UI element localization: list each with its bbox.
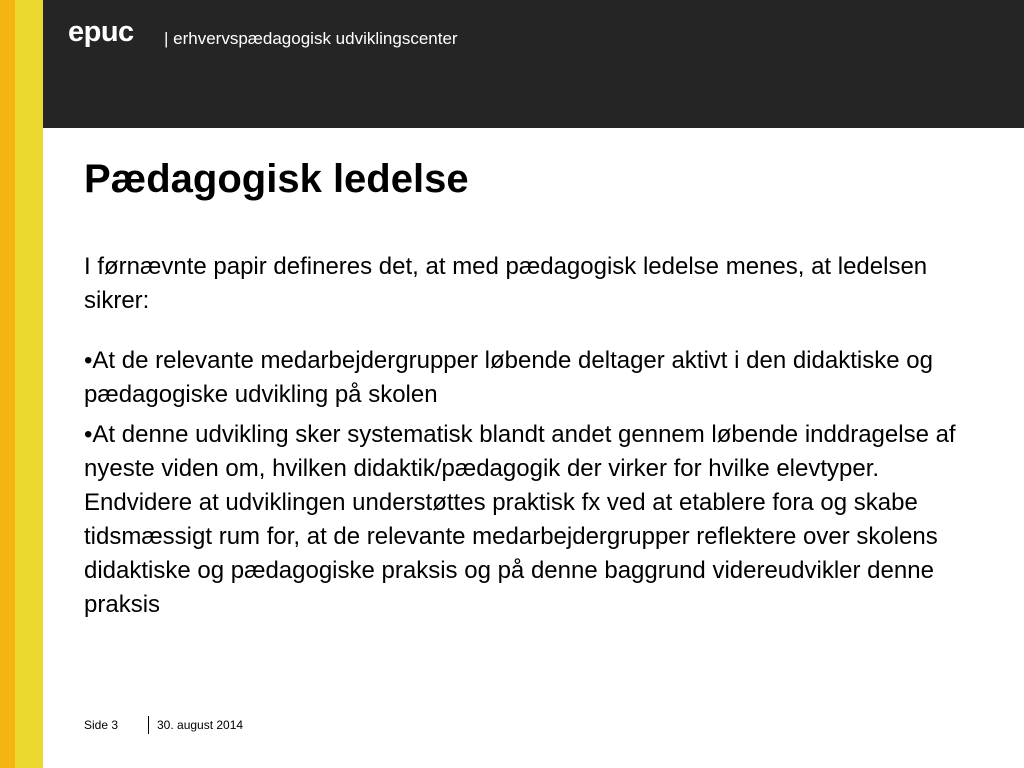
epuc-logo: epuc (68, 16, 134, 48)
header-tagline: | erhvervspædagogisk udviklingscenter (164, 29, 458, 48)
bullet-item-2: •At denne udvikling sker systematisk blandt andet gennem løbende inddragelse af nyeste viden om, hvilken didaktik/pædagogik der virker for hvilke elevtyper. Endvidere at udviklingen understøttes praktisk fx ved at etablere fora og skabe tidsmæssigt rum for, at de relevante medarbejdergrupper reflektere over skolens didaktiske og pædagogiske praksis og på denne baggrund videreudvikler denne praksis (84, 421, 956, 618)
intro-paragraph: I førnævnte papir defineres det, at med pædagogisk ledelse menes, at ledelsen sikrer: (84, 253, 928, 314)
bullet-item-1: •At de relevante medarbejdergrupper løbende deltager aktivt i den didaktiske og pædagogiske udvikling på skolen (84, 347, 933, 408)
slide-title: Pædagogisk ledelse (84, 157, 469, 201)
left-stripe-orange (0, 0, 15, 768)
left-stripe-yellow (15, 0, 43, 768)
footer-divider (148, 716, 149, 734)
header-band (43, 0, 1024, 128)
footer-date: 30. august 2014 (157, 718, 244, 732)
slide-body (84, 250, 964, 628)
footer-page-number: Side 3 (84, 718, 119, 732)
